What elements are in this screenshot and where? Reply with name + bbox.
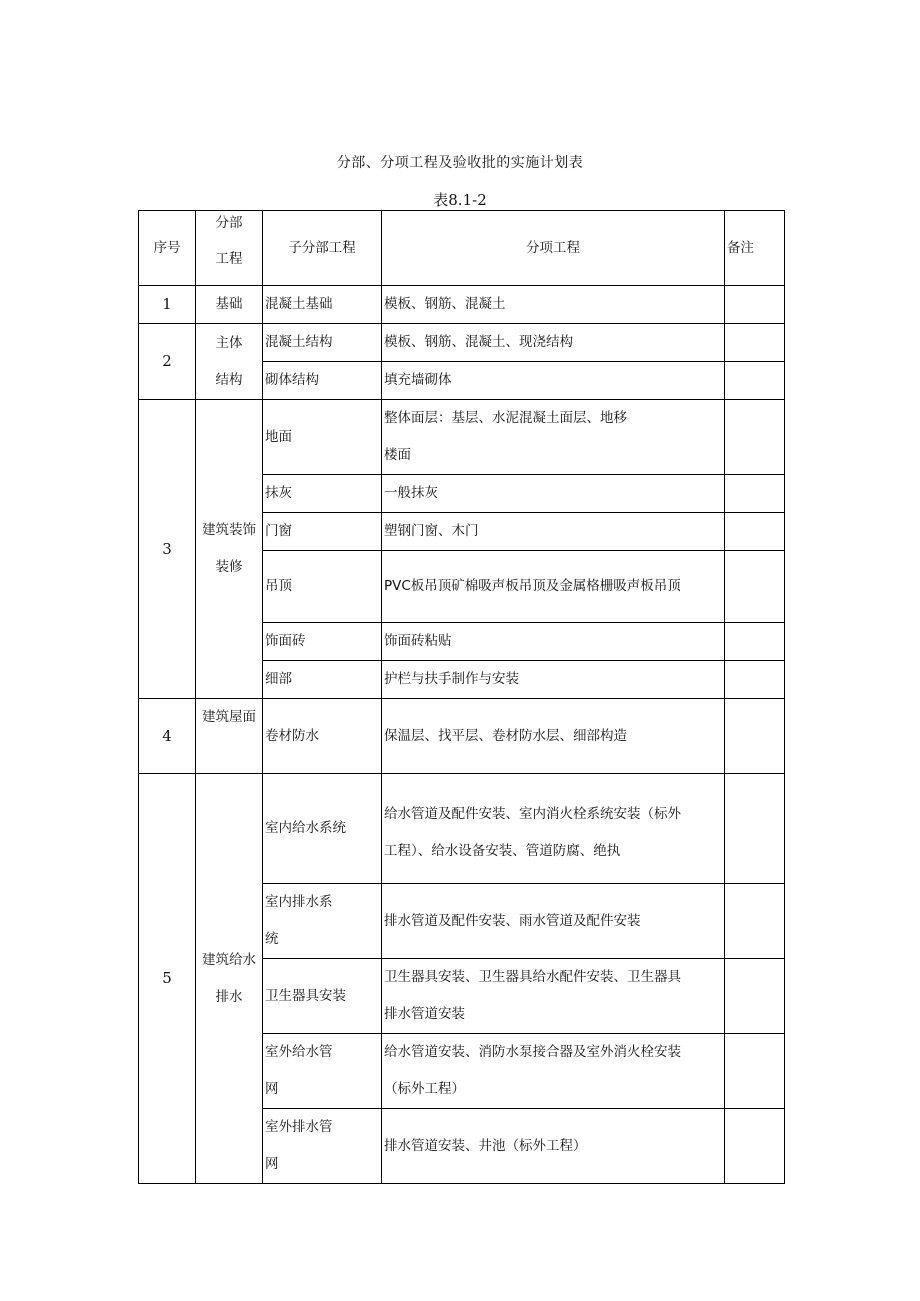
subdivision-line: 吊顶 (265, 578, 292, 594)
header-no: 序号 (139, 211, 196, 286)
subdivision-line: 混凝土结构 (265, 334, 333, 350)
remark-cell (725, 400, 785, 475)
remark-cell (725, 513, 785, 551)
remark-cell (725, 959, 785, 1034)
row-number: 1 (139, 286, 196, 324)
item-line: 填充墙砌体 (384, 372, 452, 388)
subdivision-cell (263, 1034, 382, 1109)
subdivision-cell (263, 623, 382, 661)
item-cell (382, 551, 725, 623)
subdivision-cell (263, 513, 382, 551)
subdivision-line: 门窗 (265, 523, 292, 539)
item-line: 排水管道安装、井池（标外工程） (384, 1137, 587, 1154)
division-cell (196, 286, 263, 324)
division-line: 建筑装饰 (202, 522, 256, 538)
item-line: 塑钢门窗、木门 (384, 523, 479, 539)
item-line: 一般抹灰 (384, 485, 438, 501)
header-division-line: 工程 (215, 251, 243, 267)
header-remark: 备注 (725, 211, 785, 286)
item-line: 模板、钢筋、混凝土 (384, 296, 506, 312)
header-row (139, 211, 785, 286)
subdivision-line: 砌体结构 (265, 372, 319, 388)
item-cell (382, 623, 725, 661)
table-row (139, 699, 785, 774)
page-title: 分部、分项工程及验收批的实施计划表 (336, 155, 584, 171)
header-division-line: 分部 (215, 215, 243, 231)
remark-cell (725, 884, 785, 959)
subdivision-cell (263, 551, 382, 623)
row-number: 5 (139, 774, 196, 1184)
division-line: 建筑给水 (202, 951, 256, 968)
table-number: 表8.1-2 (433, 191, 487, 209)
subdivision-cell (263, 774, 382, 884)
division-line: 结构 (215, 371, 243, 388)
remark-cell (725, 774, 785, 884)
subdivision-cell (263, 400, 382, 475)
division-line: 基础 (215, 296, 243, 312)
subdivision-cell (263, 286, 382, 324)
item-cell (382, 400, 725, 475)
table-row (139, 774, 785, 884)
subdivision-line: 卫生器具安装 (265, 987, 346, 1004)
subdivision-line: 室内给水系统 (265, 820, 346, 836)
division-line: 排水 (215, 988, 243, 1005)
division-cell (196, 699, 263, 774)
item-cell (382, 661, 725, 699)
remark-cell (725, 1109, 785, 1184)
item-cell (382, 362, 725, 400)
item-line: （标外工程） (384, 1081, 465, 1097)
division-cell (196, 324, 263, 400)
item-cell (382, 884, 725, 959)
subdivision-cell (263, 324, 382, 362)
header-item: 分项工程 (382, 211, 725, 286)
table-row (139, 400, 785, 475)
item-cell (382, 774, 725, 884)
subdivision-cell (263, 699, 382, 774)
subdivision-line: 网 (265, 1156, 279, 1172)
item-line: 整体面层：基层、水泥混凝土面层、地移 (384, 410, 627, 426)
item-cell (382, 1034, 725, 1109)
subdivision-line: 饰面砖 (265, 633, 306, 649)
header-subdivision: 子分部工程 (263, 211, 382, 286)
item-cell (382, 324, 725, 362)
item-line: 工程）、给水设备安装、管道防腐、绝执 (384, 842, 621, 859)
item-line: PVC板吊顶矿棉吸声板吊顶及金属格栅吸声板吊顶 (384, 578, 681, 594)
subdivision-line: 网 (265, 1081, 279, 1097)
subdivision-cell (263, 1109, 382, 1184)
division-cell (196, 774, 263, 1184)
item-cell (382, 959, 725, 1034)
remark-cell (725, 324, 785, 362)
row-number: 2 (139, 324, 196, 400)
remark-cell (725, 475, 785, 513)
header-division (196, 211, 263, 286)
item-line: 楼面 (384, 447, 411, 463)
subdivision-line: 室内排水系 (265, 894, 333, 910)
item-line: 给水管道及配件安装、室内消火栓系统安装（标外 (384, 805, 681, 822)
item-line: 护栏与扶手制作与安装 (384, 671, 519, 687)
subdivision-cell (263, 661, 382, 699)
table-row (139, 324, 785, 362)
subdivision-line: 混凝土基础 (265, 296, 333, 312)
item-cell (382, 475, 725, 513)
item-cell (382, 286, 725, 324)
remark-cell (725, 699, 785, 774)
remark-cell (725, 661, 785, 699)
division-line: 建筑屋面 (202, 709, 256, 725)
subdivision-cell (263, 475, 382, 513)
item-cell (382, 699, 725, 774)
subdivision-cell (263, 959, 382, 1034)
row-number: 3 (139, 400, 196, 699)
remark-cell (725, 362, 785, 400)
item-cell (382, 1109, 725, 1184)
subdivision-cell (263, 884, 382, 959)
subdivision-line: 细部 (265, 671, 292, 687)
plan-table (138, 210, 785, 1184)
row-number: 4 (139, 699, 196, 774)
subdivision-line: 室外给水管 (265, 1044, 333, 1060)
subdivision-line: 室外排水管 (265, 1119, 333, 1135)
subdivision-line: 抹灰 (265, 485, 292, 501)
item-line: 排水管道及配件安装、雨水管道及配件安装 (384, 912, 641, 929)
division-line: 装修 (215, 559, 243, 575)
subdivision-cell (263, 362, 382, 400)
item-line: 排水管道安装 (384, 1006, 465, 1022)
item-line: 给水管道安装、消防水泵接合器及室外消火栓安装 (384, 1044, 681, 1060)
subdivision-line: 卷材防水 (265, 727, 319, 744)
table-row (139, 286, 785, 324)
item-line: 模板、钢筋、混凝土、现浇结构 (384, 334, 573, 350)
remark-cell (725, 623, 785, 661)
remark-cell (725, 286, 785, 324)
item-line: 保温层、找平层、卷材防水层、细部构造 (384, 727, 627, 744)
division-line: 主体 (215, 334, 243, 351)
remark-cell (725, 1034, 785, 1109)
subdivision-line: 统 (265, 931, 279, 947)
subdivision-line: 地面 (265, 428, 292, 445)
item-line: 卫生器具安装、卫生器具给水配件安装、卫生器具 (384, 969, 681, 985)
item-cell (382, 513, 725, 551)
item-line: 饰面砖粘贴 (384, 633, 452, 649)
division-cell (196, 400, 263, 699)
remark-cell (725, 551, 785, 623)
